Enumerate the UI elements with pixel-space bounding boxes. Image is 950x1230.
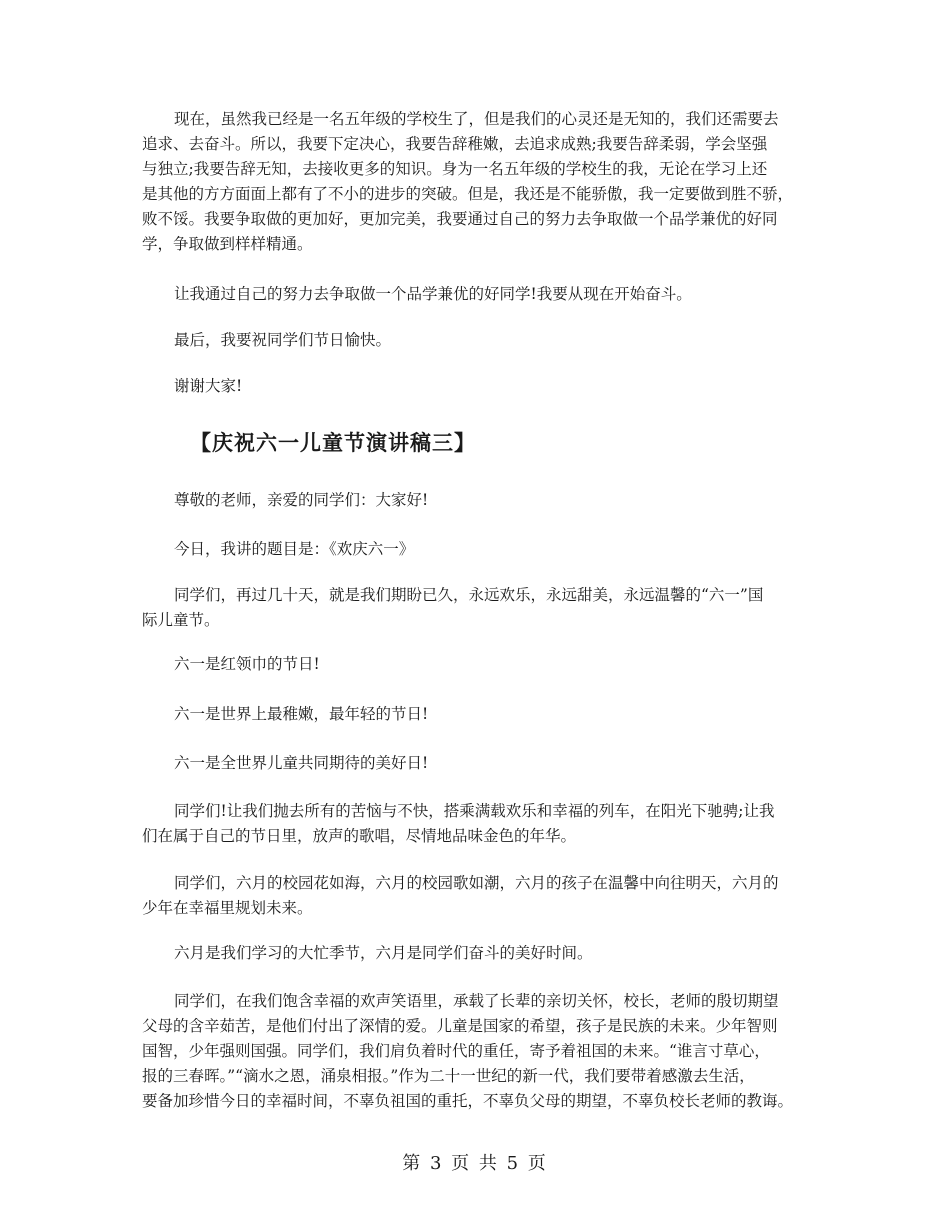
busy-paragraph [142,941,818,966]
text-line: 六一是红领巾的节日! [174,655,320,673]
text-line: 同学们!让我们抛去所有的苦恼与不快，搭乘满载欢乐和幸福的列车，在阳光下驰骋;让我 [174,802,775,820]
closing-paragraph [142,989,818,1114]
text-line: 同学们，再过几十天，就是我们期盼已久，永远欢乐，永远甜美，永远温馨的“六一”国 [174,586,764,604]
text-line: 六一是全世界儿童共同期待的美好日! [174,754,429,772]
intro-paragraph [142,107,818,257]
text-line: 现在，虽然我已经是一名五年级的学校生了，但是我们的心灵还是无知的，我们还需要去 [174,110,779,128]
thanks-paragraph [142,374,818,399]
text-line: 同学们，六月的校园花如海，六月的校园歌如潮，六月的孩子在温馨中向往明天，六月的 [174,874,779,892]
text-line: 是其他的方方面面上都有了不小的进步的突破。但是，我还是不能骄傲，我一定要做到胜不骄， [142,185,794,203]
text-line: 要备加珍惜今日的幸福时间，不辜负祖国的重托，不辜负父母的期望，不辜负校长老师的教诲。 [142,1092,794,1110]
text-line: 让我通过自己的努力去争取做一个品学兼优的好同学!我要从现在开始奋斗。 [174,285,692,303]
day-paragraph-2 [142,702,818,727]
day-paragraph-1 [142,652,818,677]
text-line: 与独立;我要告辞无知，去接收更多的知识。身为一名五年级的学校生的我，无论在学习上还 [142,160,768,178]
day-paragraph-3 [142,751,818,776]
text-line: 国智，少年强则国强。同学们，我们肩负着时代的重任，寄予着祖国的未来。“谁言寸草心， [142,1042,770,1060]
strive-paragraph [142,282,818,307]
greeting-paragraph [142,488,818,513]
text-line: 学，争取做到样样精通。 [142,235,313,253]
text-line: 追求、去奋斗。所以，我要下定决心，我要告辞稚嫩，去追求成熟;我要告辞柔弱，学会坚强 [142,135,768,153]
text-line: 六月是我们学习的大忙季节，六月是同学们奋斗的美好时间。 [174,944,593,962]
page-number-footer: 第 3 页 共 5 页 [402,1153,548,1174]
text-line: 际儿童节。 [142,611,220,629]
text-line: 少年在幸福里规划未来。 [142,899,313,917]
text-line: 同学们，在我们饱含幸福的欢声笑语里，承载了长辈的亲切关怀，校长，老师的殷切期望 [174,992,779,1010]
text-line: 报的三春晖。”“滴水之恩，涌泉相报。”作为二十一世纪的新一代，我们要带着感激去生活， [142,1067,755,1085]
text-line: 今日，我讲的题目是：《欢庆六一》 [174,540,415,558]
text-line: 六一是世界上最稚嫩，最年轻的节日! [174,705,429,723]
countdown-paragraph [142,583,818,633]
train-paragraph [142,799,818,849]
june-paragraph [142,871,818,921]
text-line: 败不馁。我要争取做的更加好，更加完美，我要通过自己的努力去争取做一个品学兼优的好同 [142,210,778,228]
topic-paragraph [142,537,818,562]
text-line: 谢谢大家! [174,377,243,395]
text-line: 尊敬的老师，亲爱的同学们：大家好! [174,491,429,509]
text-line: 们在属于自己的节日里，放声的歌唱，尽情地品味金色的年华。 [142,827,577,845]
section-heading: 【庆祝六一儿童节演讲稿三】 [190,430,476,455]
wish-paragraph [142,328,818,353]
text-line: 最后，我要祝同学们节日愉快。 [174,331,392,349]
text-line: 父母的含辛茹苦，是他们付出了深情的爱。儿童是国家的希望，孩子是民族的未来。少年智则 [142,1017,778,1035]
